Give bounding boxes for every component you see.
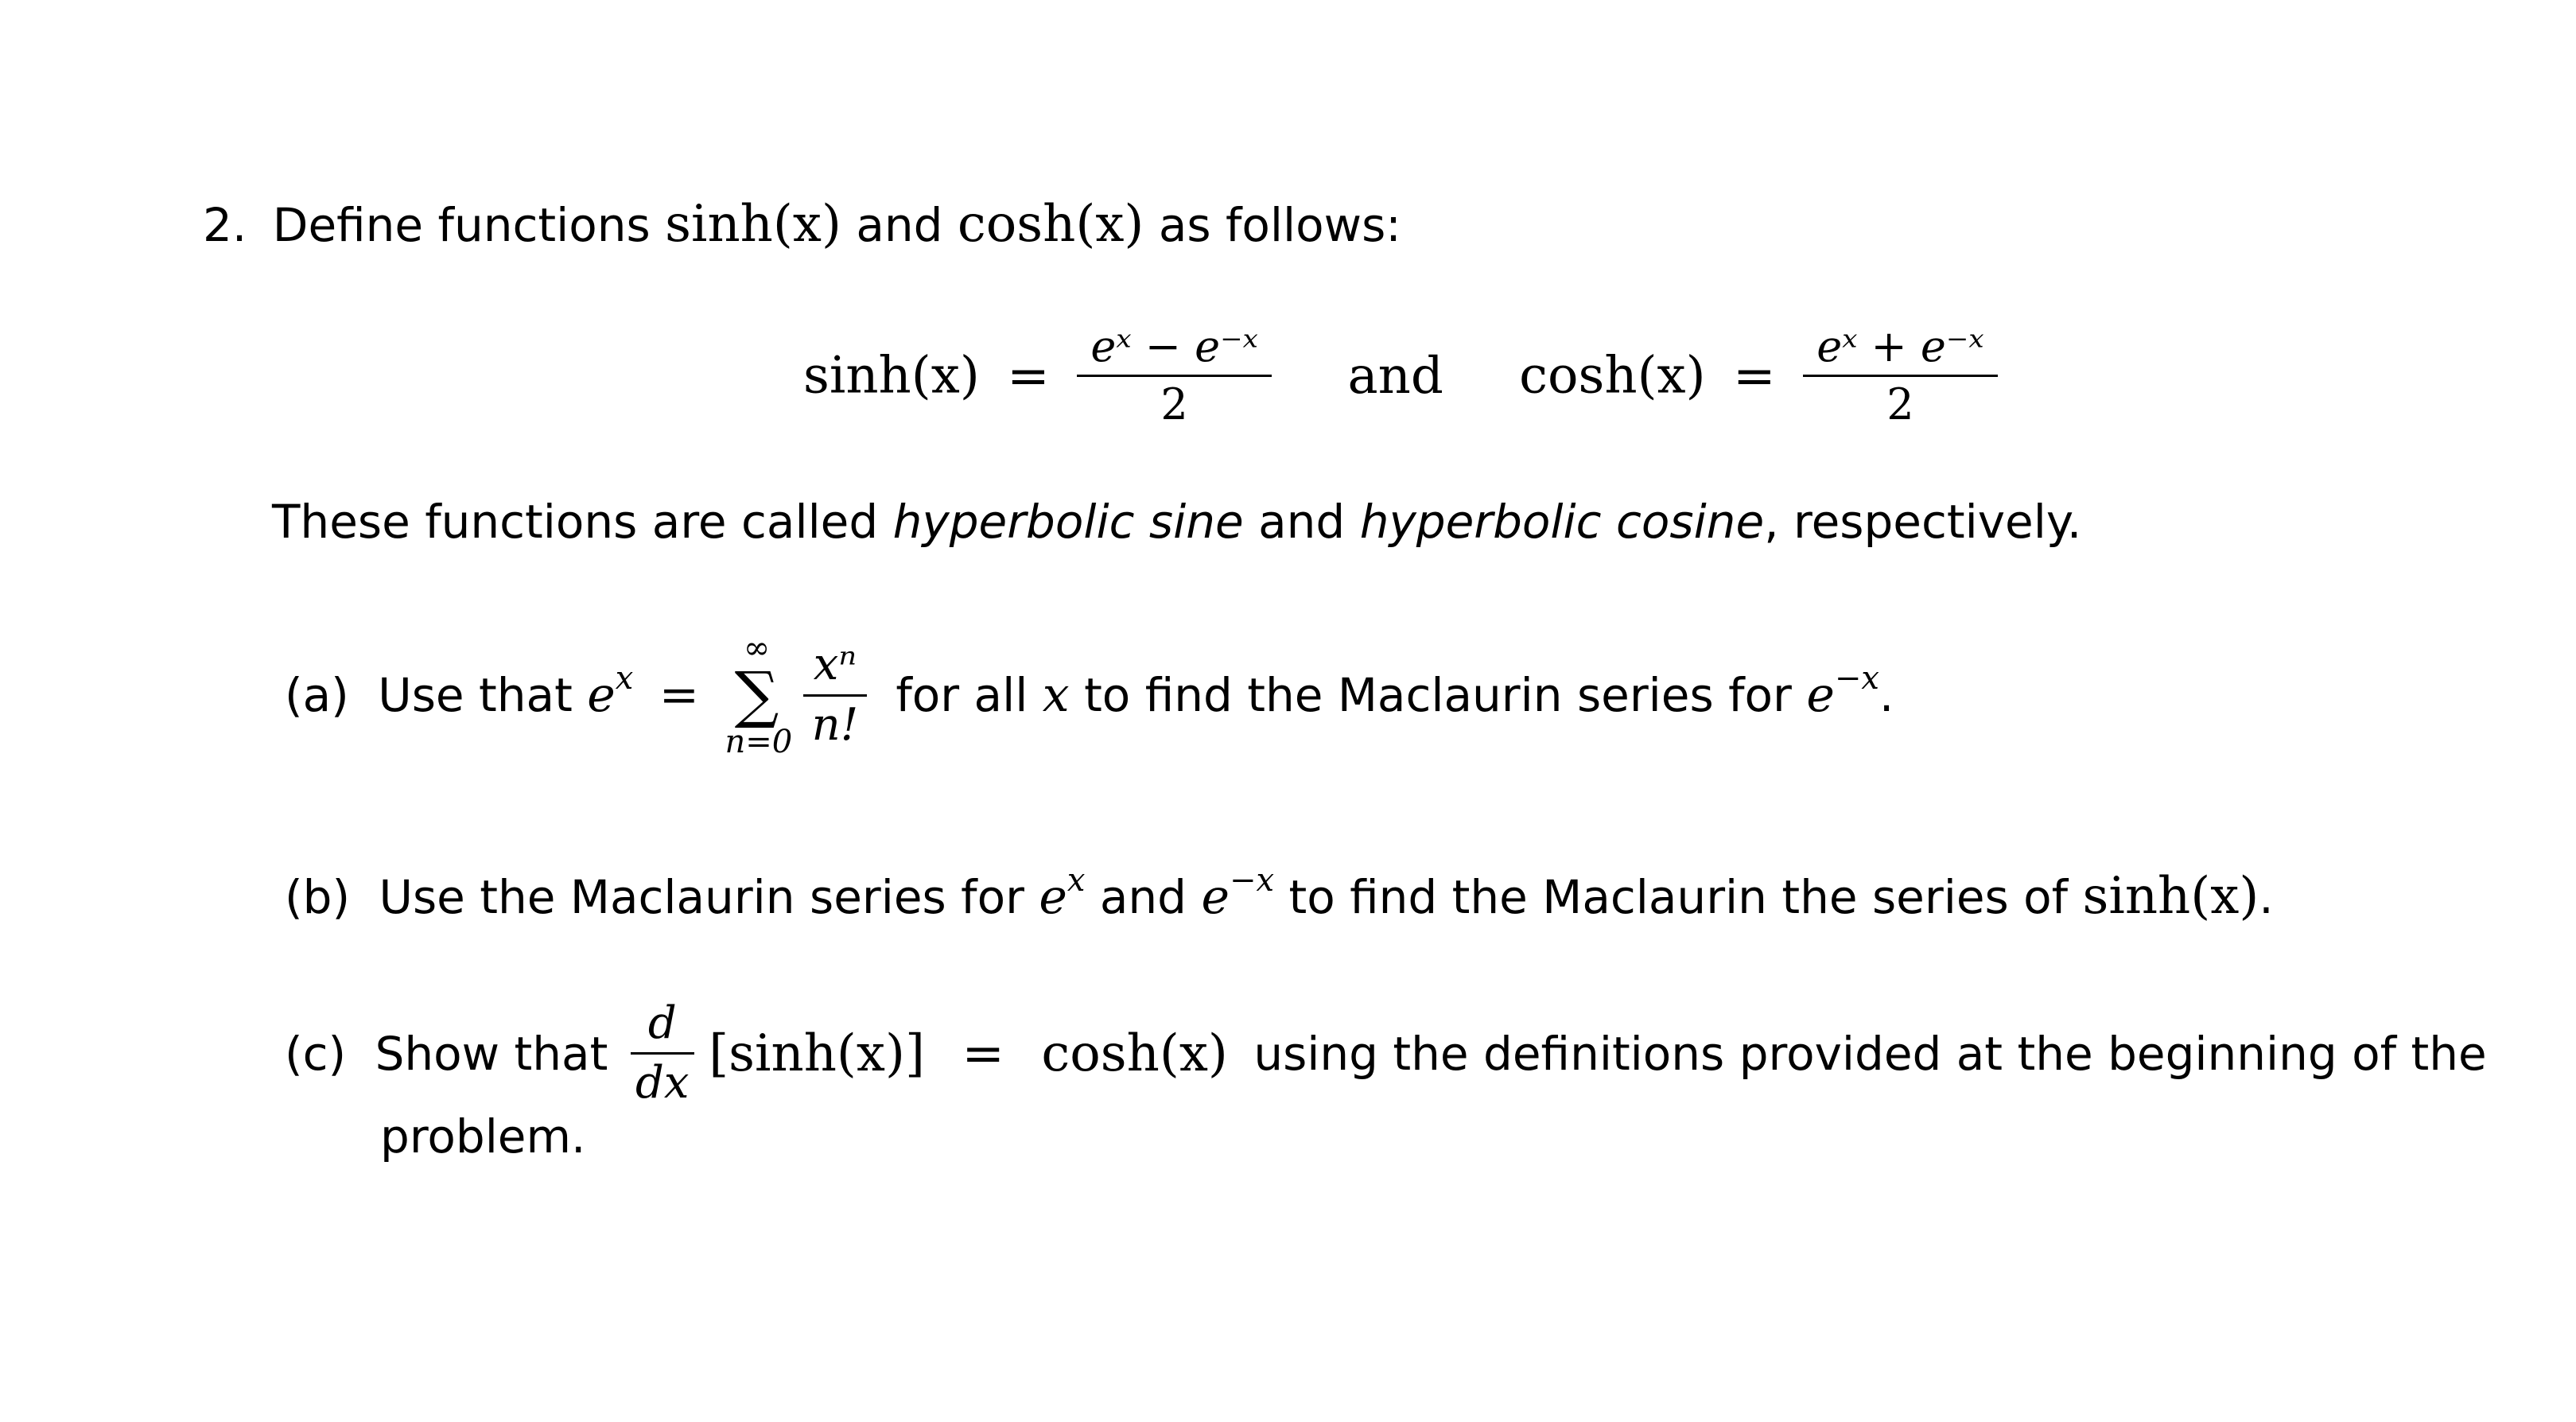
part-b-and: and (1099, 870, 1187, 924)
sinh-lhs: sinh(x) (803, 346, 980, 406)
part-b-label: (b) (285, 870, 351, 924)
as-follows-text: as follows: (1158, 198, 1401, 252)
target-superscript: −x (1834, 660, 1879, 697)
series-numerator: xⁿ (813, 639, 857, 691)
part-c-label: (c) (285, 1026, 347, 1081)
derivative-operator (631, 998, 694, 1109)
equals-sign: = (1732, 346, 1776, 406)
cosh-numerator: eˣ + e⁻ˣ (1816, 321, 1984, 371)
part-a-end: . (1879, 668, 1894, 722)
exp-term (1039, 862, 1086, 925)
neg-exp-term (1201, 862, 1275, 925)
target-base: e (1806, 667, 1835, 723)
equals-sign: = (1007, 346, 1050, 406)
fraction-bar (1077, 375, 1272, 377)
part-c (285, 998, 2487, 1109)
term-hyperbolic-cosine: hyperbolic cosine (1359, 495, 1765, 549)
sinh-fraction (1077, 322, 1272, 429)
and-text: and (856, 198, 943, 252)
problem-header (203, 195, 1401, 254)
exp-base: e (587, 667, 616, 723)
derivative-denominator: dx (635, 1057, 690, 1109)
sinh-denominator: 2 (1160, 379, 1188, 430)
target-exp (1806, 660, 1879, 723)
sum-lower-limit: n=0 (725, 724, 793, 760)
problem-number: 2. (203, 198, 247, 252)
sinh-numerator: eˣ − e⁻ˣ (1090, 321, 1258, 371)
cosh-term: cosh(x) (957, 195, 1144, 254)
part-c-line2: problem. (380, 1109, 586, 1164)
exp-term (587, 660, 634, 723)
sinh-bracket: [sinh(x)] (709, 1024, 925, 1083)
summation (725, 630, 793, 760)
part-a-text1: Use that (378, 668, 573, 722)
fraction-bar (1803, 375, 1998, 377)
sentence-part1: These functions are called (272, 495, 879, 549)
part-b-text2: to find the Maclaurin the series of (1288, 870, 2069, 924)
fraction-bar (803, 694, 867, 697)
exp-base: e (1039, 869, 1067, 925)
and-text: and (1347, 346, 1443, 406)
equals-sign: = (962, 1024, 1004, 1083)
part-c-text2: using the definitions provided at the beginning of the (1253, 1026, 2487, 1081)
neg-exp-base: e (1201, 869, 1230, 925)
series-term-fraction (803, 639, 867, 751)
part-b-end: . (2259, 870, 2274, 924)
series-denominator: n! (811, 698, 859, 751)
sinh-term: sinh(x) (665, 195, 841, 254)
term-hyperbolic-sine: hyperbolic sine (892, 495, 1244, 549)
derivative-numerator: d (647, 997, 677, 1049)
sinh-term: sinh(x) (2082, 867, 2259, 926)
sum-symbol: ∑ (734, 659, 779, 731)
display-equation (803, 322, 1998, 429)
part-a-text3: to find the Maclaurin series for (1084, 668, 1792, 722)
cosh-term: cosh(x) (1041, 1024, 1228, 1083)
part-b-text1: Use the Maclaurin series for (379, 870, 1024, 924)
equals-sign: = (659, 667, 700, 723)
cosh-fraction (1803, 322, 1998, 429)
definition-sentence (272, 495, 2081, 549)
neg-exp-superscript: −x (1229, 862, 1275, 899)
part-a (285, 632, 1894, 791)
part-a-label: (a) (285, 668, 349, 722)
cosh-denominator: 2 (1886, 379, 1914, 430)
fraction-bar (631, 1052, 694, 1055)
part-b (285, 862, 2274, 926)
exp-superscript: x (1067, 862, 1086, 899)
cosh-lhs: cosh(x) (1519, 346, 1706, 406)
part-c-text1: Show that (375, 1026, 608, 1081)
sum-upper-limit: ∞ (743, 630, 771, 666)
part-a-text2: for all (896, 668, 1028, 722)
sentence-and: and (1258, 495, 1346, 549)
exp-superscript: x (615, 660, 634, 697)
intro-text: Define functions (272, 198, 651, 252)
variable-x: x (1042, 667, 1070, 723)
sentence-part2: , respectively. (1764, 495, 2082, 549)
